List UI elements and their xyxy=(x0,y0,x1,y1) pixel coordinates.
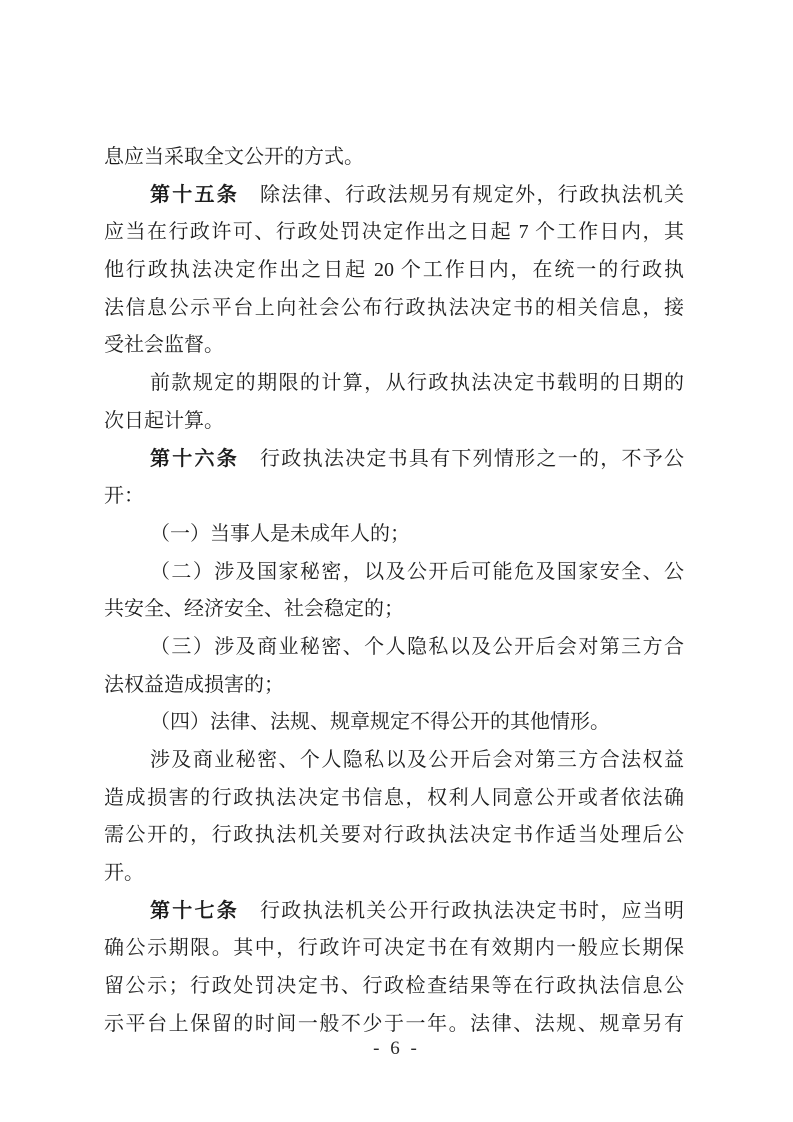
text-line: 共安全、经济安全、社会稳定的； xyxy=(104,598,404,621)
text-line: 息应当采取全文公开的方式。 xyxy=(104,146,364,168)
text-line: 前款规定的期限的计算，从行政执法决定书载明的日期的 xyxy=(150,372,684,395)
text-line: 法权益造成损害的； xyxy=(104,673,284,696)
text-line: 留公示；行政处罚决定书、行政检查结果等在行政执法信息公 xyxy=(104,975,684,998)
line-text: 除法律、行政法规另有规定外，行政执法机关 xyxy=(260,183,685,206)
text-line: 需公开的，行政执法机关要对行政执法决定书作适当处理后公 xyxy=(104,824,684,847)
text-line xyxy=(104,893,684,931)
text-line: 次日起计算。 xyxy=(104,409,224,432)
line-text: 行政执法决定书具有下列情形之一的，不予公 xyxy=(260,447,685,470)
text-line: 开： xyxy=(104,485,144,508)
body-text xyxy=(104,139,684,1044)
text-line: 造成损害的行政执法决定书信息，权利人同意公开或者依法确 xyxy=(104,786,684,809)
text-line: 示平台上保留的时间一般不少于一年。法律、法规、规章另有 xyxy=(104,1012,684,1035)
page-number: - 6 - xyxy=(373,1038,420,1059)
line-text: 行政执法机关公开行政执法决定书时，应当明 xyxy=(260,899,685,922)
text-line: 法信息公示平台上向社会公布行政执法决定书的相关信息，接 xyxy=(104,296,684,319)
text-line: 应当在行政许可、行政处罚决定作出之日起 7 个工作日内，其 xyxy=(104,221,684,244)
article-number: 第十六条 xyxy=(150,447,240,470)
text-line: 确公示期限。其中，行政许可决定书在有效期内一般应长期保 xyxy=(104,937,684,960)
text-line: 涉及商业秘密、个人隐私以及公开后会对第三方合法权益 xyxy=(150,749,684,771)
text-line xyxy=(104,441,684,479)
text-line: 开。 xyxy=(104,862,144,885)
text-line: 受社会监督。 xyxy=(104,334,224,357)
text-line: （四）法律、法规、规章规定不得公开的其他情形。 xyxy=(150,711,610,734)
text-line: （二）涉及国家秘密，以及公开后可能危及国家安全、公 xyxy=(150,560,684,583)
text-line: 他行政执法决定作出之日起 20 个工作日内，在统一的行政执 xyxy=(104,259,684,282)
text-line: （一）当事人是未成年人的； xyxy=(150,522,410,545)
text-line: （三）涉及商业秘密、个人隐私以及公开后会对第三方合 xyxy=(150,635,684,658)
text-line xyxy=(104,177,684,215)
article-number: 第十七条 xyxy=(150,899,240,922)
article-number: 第十五条 xyxy=(150,183,240,206)
